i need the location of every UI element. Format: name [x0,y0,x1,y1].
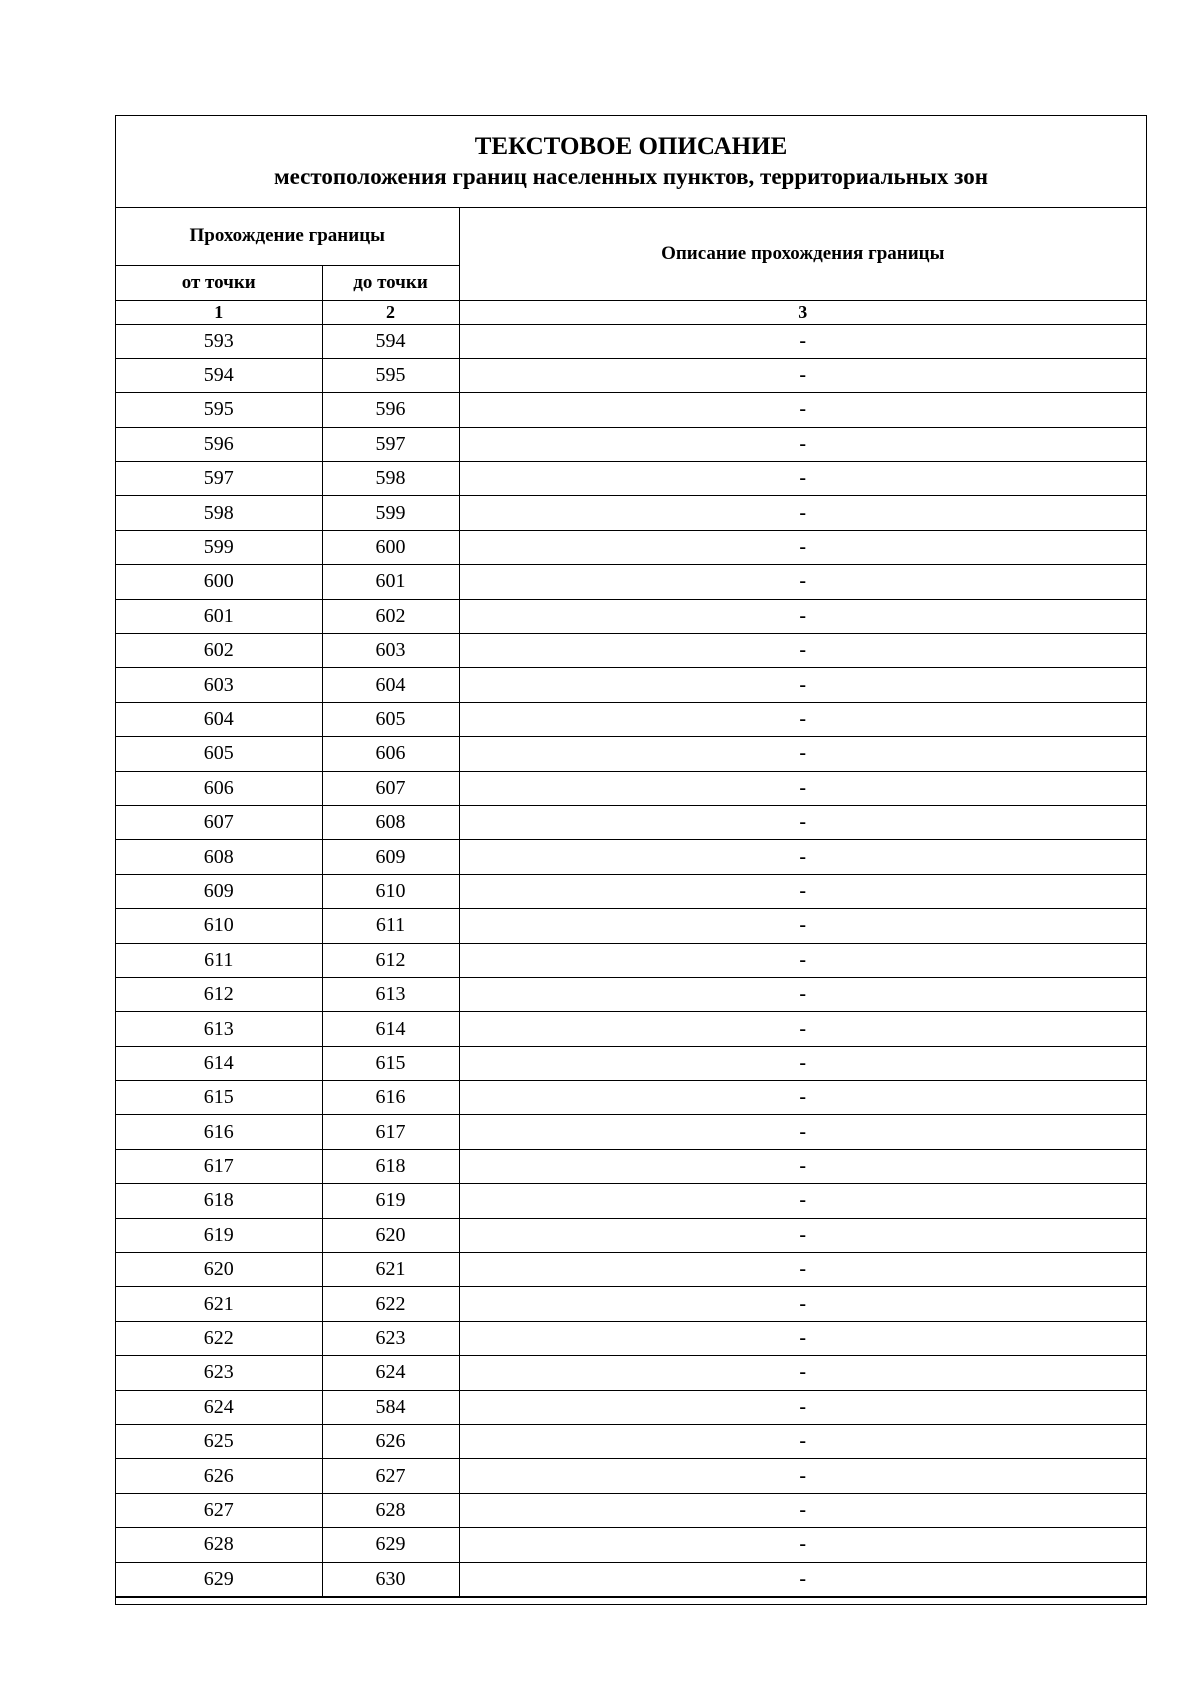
table-row [116,1562,1146,1596]
cell-to-point: 615 [322,1046,459,1080]
cell-description: - [459,599,1146,633]
cell-to-point: 626 [322,1425,459,1459]
cell-from-point: 596 [116,427,322,461]
table-row [116,565,1146,599]
cell-from-point: 618 [116,1184,322,1218]
cell-to-point: 613 [322,977,459,1011]
cell-description: - [459,1081,1146,1115]
header-to-point: до точки [322,265,459,300]
cell-from-point: 620 [116,1253,322,1287]
table-row [116,668,1146,702]
cell-description: - [459,1425,1146,1459]
title-block [116,116,1146,208]
cell-description: - [459,427,1146,461]
cell-to-point: 607 [322,771,459,805]
cell-to-point: 624 [322,1356,459,1390]
cell-to-point: 622 [322,1287,459,1321]
cell-from-point: 612 [116,977,322,1011]
cell-description: - [459,1012,1146,1046]
cell-from-point: 598 [116,496,322,530]
table-row [116,599,1146,633]
cell-from-point: 610 [116,909,322,943]
cell-to-point: 628 [322,1493,459,1527]
cell-description: - [459,702,1146,736]
table-row [116,1184,1146,1218]
cell-to-point: 598 [322,462,459,496]
table-row [116,943,1146,977]
table-row [116,1149,1146,1183]
table-row [116,840,1146,874]
table-row [116,634,1146,668]
cell-description: - [459,393,1146,427]
table-row [116,324,1146,358]
cell-description: - [459,1459,1146,1493]
table-row [116,1459,1146,1493]
table-body [116,324,1146,1596]
header-from-point: от точки [116,265,322,300]
cell-from-point: 606 [116,771,322,805]
cell-to-point: 596 [322,393,459,427]
cell-from-point: 607 [116,805,322,839]
document-frame [115,115,1147,1605]
cell-to-point: 600 [322,530,459,564]
cell-to-point: 629 [322,1528,459,1562]
cell-from-point: 611 [116,943,322,977]
table-row [116,1218,1146,1252]
cell-description: - [459,771,1146,805]
cell-to-point: 620 [322,1218,459,1252]
cell-description: - [459,1356,1146,1390]
cell-to-point: 608 [322,805,459,839]
cell-from-point: 627 [116,1493,322,1527]
table-row [116,1321,1146,1355]
cell-from-point: 617 [116,1149,322,1183]
cell-to-point: 584 [322,1390,459,1424]
cell-from-point: 626 [116,1459,322,1493]
document-title: ТЕКСТОВОЕ ОПИСАНИЕ [474,133,788,160]
table-row [116,1012,1146,1046]
cell-to-point: 603 [322,634,459,668]
cell-description: - [459,1046,1146,1080]
table-row [116,1390,1146,1424]
table-row [116,1493,1146,1527]
cell-from-point: 597 [116,462,322,496]
cell-to-point: 612 [322,943,459,977]
cell-to-point: 617 [322,1115,459,1149]
cell-from-point: 604 [116,702,322,736]
cell-description: - [459,1184,1146,1218]
table-row [116,977,1146,1011]
cell-to-point: 594 [322,324,459,358]
cell-from-point: 629 [116,1562,322,1596]
cell-description: - [459,462,1146,496]
table-row [116,1528,1146,1562]
table-row [116,1115,1146,1149]
cell-description: - [459,634,1146,668]
table-row [116,393,1146,427]
cell-description: - [459,943,1146,977]
cell-from-point: 609 [116,874,322,908]
cell-description: - [459,1149,1146,1183]
cell-to-point: 599 [322,496,459,530]
cell-description: - [459,1390,1146,1424]
table-row [116,1253,1146,1287]
cell-from-point: 600 [116,565,322,599]
cell-description: - [459,1218,1146,1252]
cell-to-point: 601 [322,565,459,599]
header-boundary-passage: Прохождение границы [116,208,459,265]
cell-from-point: 613 [116,1012,322,1046]
cell-from-point: 615 [116,1081,322,1115]
cell-to-point: 597 [322,427,459,461]
cell-description: - [459,840,1146,874]
column-number-1: 1 [116,300,322,324]
cell-description: - [459,565,1146,599]
table-row [116,462,1146,496]
cell-to-point: 623 [322,1321,459,1355]
cell-description: - [459,1287,1146,1321]
cell-description: - [459,1528,1146,1562]
cell-from-point: 623 [116,1356,322,1390]
cell-from-point: 614 [116,1046,322,1080]
cell-from-point: 603 [116,668,322,702]
cell-to-point: 611 [322,909,459,943]
cell-to-point: 618 [322,1149,459,1183]
cell-to-point: 614 [322,1012,459,1046]
table-row [116,1287,1146,1321]
cell-from-point: 594 [116,358,322,392]
cell-to-point: 605 [322,702,459,736]
table-row [116,530,1146,564]
cell-to-point: 621 [322,1253,459,1287]
cell-description: - [459,977,1146,1011]
cell-to-point: 595 [322,358,459,392]
cell-to-point: 606 [322,737,459,771]
cell-description: - [459,805,1146,839]
cell-to-point: 619 [322,1184,459,1218]
cell-description: - [459,1115,1146,1149]
cell-from-point: 619 [116,1218,322,1252]
cell-from-point: 602 [116,634,322,668]
table-row [116,737,1146,771]
cell-description: - [459,737,1146,771]
cell-to-point: 610 [322,874,459,908]
cell-from-point: 599 [116,530,322,564]
cell-description: - [459,358,1146,392]
cell-description: - [459,874,1146,908]
table-row [116,909,1146,943]
cell-description: - [459,496,1146,530]
cell-to-point: 604 [322,668,459,702]
cell-to-point: 602 [322,599,459,633]
boundary-table [116,208,1146,1597]
column-number-3: 3 [459,300,1146,324]
cell-from-point: 628 [116,1528,322,1562]
table-row [116,702,1146,736]
cell-to-point: 609 [322,840,459,874]
table-row [116,874,1146,908]
cell-from-point: 622 [116,1321,322,1355]
cell-description: - [459,909,1146,943]
cell-from-point: 601 [116,599,322,633]
table-row [116,1356,1146,1390]
cell-description: - [459,1253,1146,1287]
table-row [116,496,1146,530]
column-number-2: 2 [322,300,459,324]
document-subtitle: местоположения границ населенных пунктов, территориальных зон [274,164,988,189]
cell-to-point: 616 [322,1081,459,1115]
header-description: Описание прохождения границы [459,208,1146,300]
table-row [116,1081,1146,1115]
cell-to-point: 630 [322,1562,459,1596]
cell-from-point: 625 [116,1425,322,1459]
cell-description: - [459,668,1146,702]
cell-from-point: 616 [116,1115,322,1149]
cell-from-point: 593 [116,324,322,358]
table-row [116,1425,1146,1459]
cell-from-point: 621 [116,1287,322,1321]
cell-description: - [459,324,1146,358]
table-row [116,771,1146,805]
table-row [116,1046,1146,1080]
cell-from-point: 605 [116,737,322,771]
cell-description: - [459,1321,1146,1355]
cell-from-point: 595 [116,393,322,427]
cell-description: - [459,530,1146,564]
table-row [116,358,1146,392]
table-row [116,805,1146,839]
cell-description: - [459,1562,1146,1596]
table-bottom-rule [116,1597,1146,1604]
cell-to-point: 627 [322,1459,459,1493]
table-row [116,427,1146,461]
cell-description: - [459,1493,1146,1527]
cell-from-point: 608 [116,840,322,874]
cell-from-point: 624 [116,1390,322,1424]
